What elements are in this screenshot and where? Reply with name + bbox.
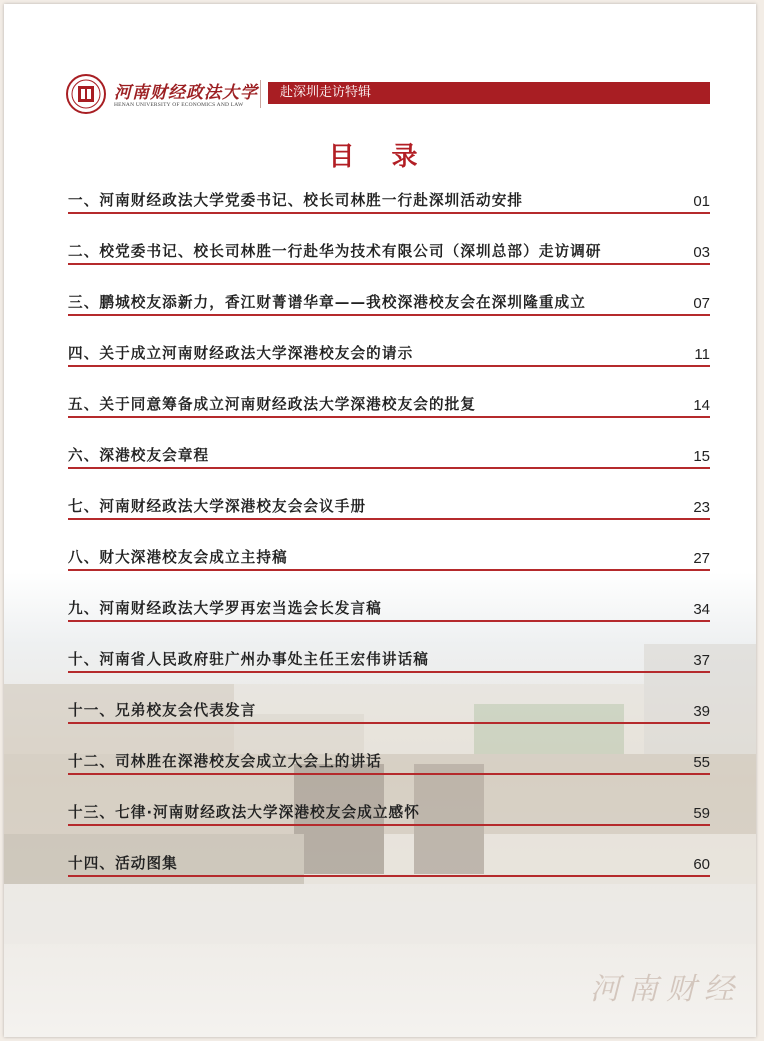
toc-entry-title: 九、河南财经政法大学罗再宏当选会长发言稿: [68, 600, 382, 617]
toc-entry-rule: [68, 671, 710, 673]
toc-entry[interactable]: [68, 745, 710, 775]
toc-entry-page: 15: [693, 448, 710, 465]
toc-entry-page: 07: [693, 295, 710, 312]
toc-entry[interactable]: [68, 694, 710, 724]
toc-entry-page: 39: [693, 703, 710, 720]
toc-entry[interactable]: [68, 235, 710, 265]
toc-entry-title: 六、深港校友会章程: [68, 447, 210, 464]
toc-entry-rule: [68, 518, 710, 520]
toc-entry-rule: [68, 365, 710, 367]
toc-entry-title: 二、校党委书记、校长司林胜一行赴华为技术有限公司（深圳总部）走访调研: [68, 243, 602, 260]
toc-entry-rule: [68, 620, 710, 622]
toc-entry-rule: [68, 722, 710, 724]
toc-entry-title: 十三、七律·河南财经政法大学深港校友会成立感怀: [68, 804, 420, 821]
toc-entry[interactable]: [68, 847, 710, 877]
page-title: 目 录: [328, 142, 432, 172]
toc-entry-rule: [68, 875, 710, 877]
toc-entry-title: 十一、兄弟校友会代表发言: [68, 702, 257, 719]
toc-entry-title: 七、河南财经政法大学深港校友会会议手册: [68, 498, 367, 515]
watermark-text: 河南财经: [590, 972, 742, 1007]
toc-entry-title: 五、关于同意筹备成立河南财经政法大学深港校友会的批复: [68, 396, 477, 413]
university-seal-icon: [66, 74, 106, 114]
toc-entry[interactable]: [68, 388, 710, 418]
toc-entry[interactable]: [68, 337, 710, 367]
toc-entry[interactable]: [68, 796, 710, 826]
section-banner: 赴深圳走访特辑: [268, 82, 710, 104]
toc-entry[interactable]: [68, 592, 710, 622]
toc-entry-page: 11: [694, 346, 710, 363]
university-name-cn: 河南财经政法大学: [114, 83, 258, 103]
header-divider: [260, 80, 261, 108]
campus-background-image: [4, 644, 756, 944]
toc-entry[interactable]: [68, 439, 710, 469]
toc-entry-title: 十二、司林胜在深港校友会成立大会上的讲话: [68, 753, 382, 770]
toc-entry-title: 三、鹏城校友添新力，香江财菁谱华章——我校深港校友会在深圳隆重成立: [68, 294, 586, 311]
toc-entry-title: 十四、活动图集: [68, 855, 178, 872]
toc-entry[interactable]: [68, 490, 710, 520]
toc-entry-page: 03: [693, 244, 710, 261]
toc-entry-page: 23: [693, 499, 710, 516]
toc-entry-page: 59: [693, 805, 710, 822]
toc-entry-page: 55: [693, 754, 710, 771]
toc-entry-page: 34: [693, 601, 710, 618]
toc-entry-rule: [68, 314, 710, 316]
toc-entry[interactable]: [68, 541, 710, 571]
document-page: [4, 4, 756, 1037]
toc-entry-page: 37: [693, 652, 710, 669]
page-header: [62, 70, 710, 118]
toc-entry-rule: [68, 569, 710, 571]
toc-entry-title: 一、河南财经政法大学党委书记、校长司林胜一行赴深圳活动安排: [68, 192, 524, 209]
toc-entry-rule: [68, 824, 710, 826]
toc-entry-rule: [68, 212, 710, 214]
university-name-en: HENAN UNIVERSITY OF ECONOMICS AND LAW: [114, 102, 244, 108]
toc-entry[interactable]: [68, 286, 710, 316]
toc-entry-page: 60: [693, 856, 710, 873]
toc-entry-rule: [68, 773, 710, 775]
toc-entry-title: 十、河南省人民政府驻广州办事处主任王宏伟讲话稿: [68, 651, 429, 668]
toc-entry-rule: [68, 467, 710, 469]
toc-entry-page: 14: [693, 397, 710, 414]
toc-entry-page: 27: [693, 550, 710, 567]
toc-entry-rule: [68, 416, 710, 418]
toc-entry[interactable]: [68, 643, 710, 673]
toc-entry[interactable]: [68, 184, 710, 214]
toc-entry-title: 八、财大深港校友会成立主持稿: [68, 549, 288, 566]
toc-entry-page: 01: [693, 193, 710, 210]
toc-entry-rule: [68, 263, 710, 265]
toc-entry-title: 四、关于成立河南财经政法大学深港校友会的请示: [68, 345, 414, 362]
